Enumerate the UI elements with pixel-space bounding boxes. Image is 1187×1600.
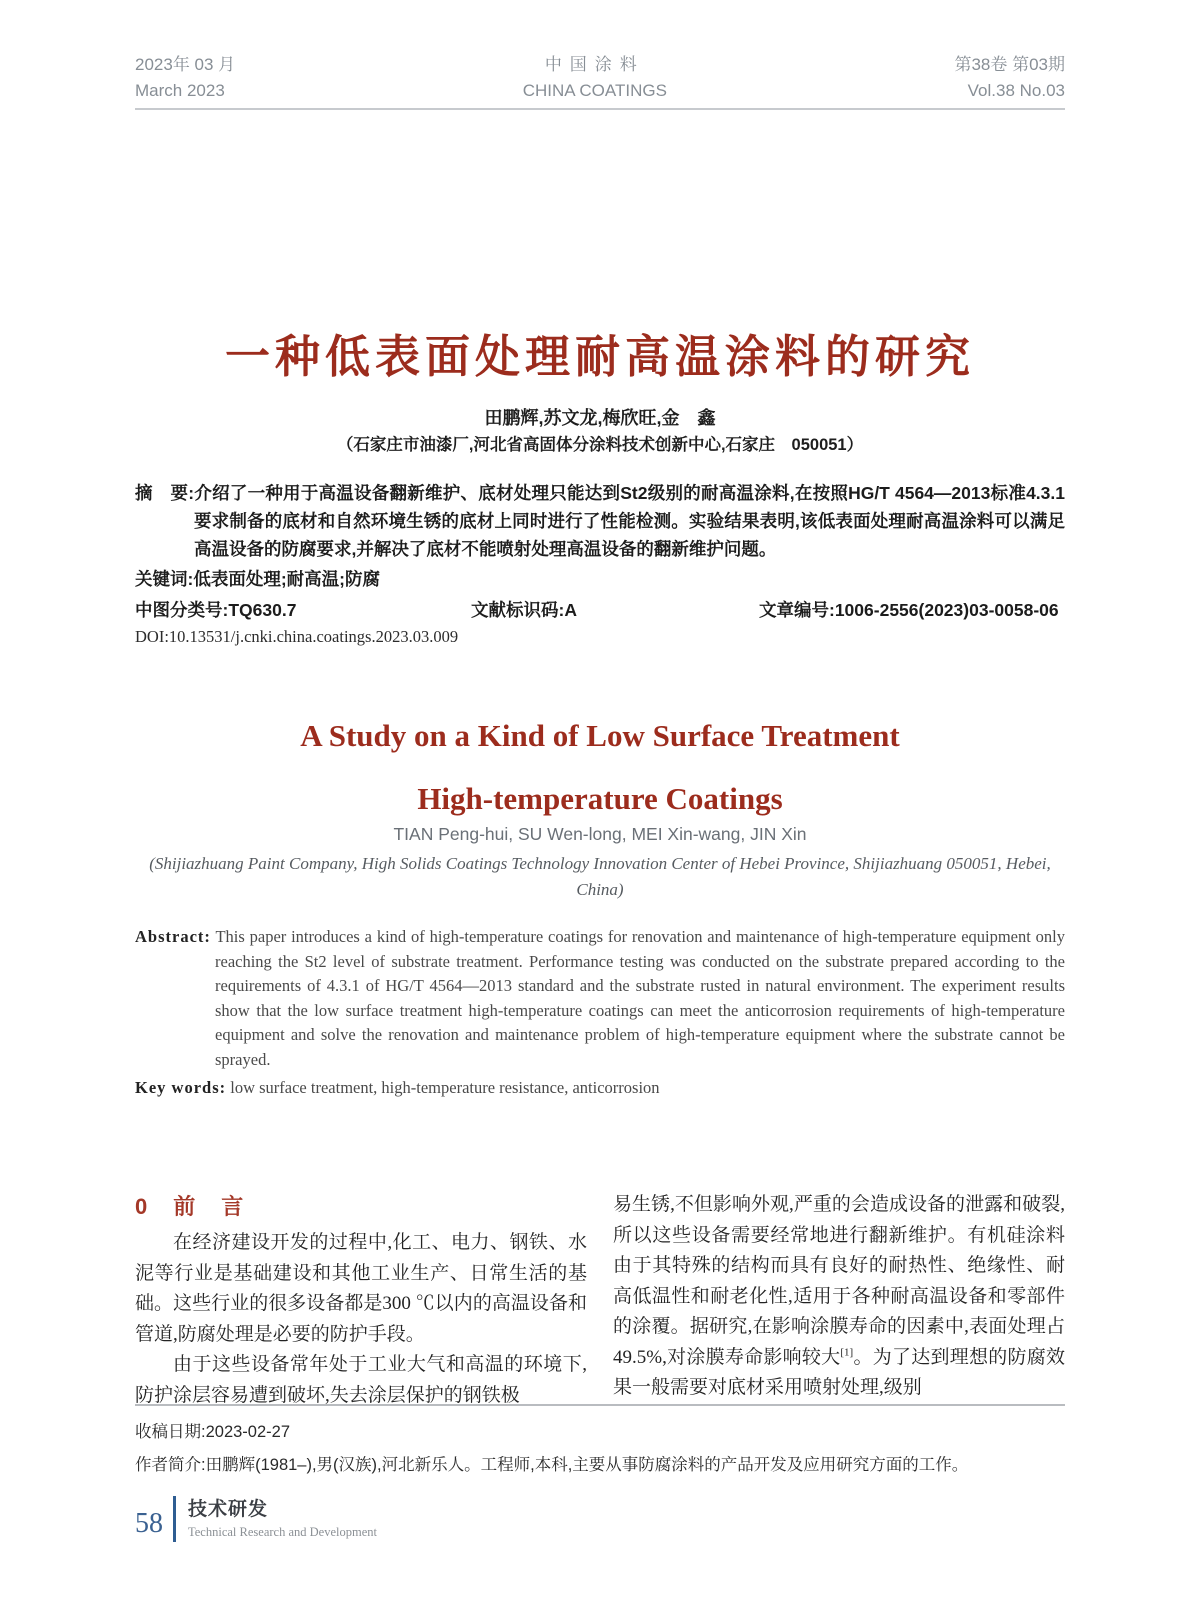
keywords-en-text: low surface treatment, high-temperature resistance, anticorrosion (230, 1078, 660, 1097)
abstract-en-text: This paper introduces a kind of high-temperature coatings for renovation and maintenance of high-temperature equipment only reaching the St2 level of substrate treatment. Performance testing was conducted on the substrate prepared according to the requirements of 4.3.1 of HG/T 4564—2013 standard and the substrate rusted in natural environment. The experiment results show that the low surface treatment high-temperature coatings can meet the anticorrosion requirements of high-temperature equipment and solve the renovation and maintenance problem of high-temperature equipment where the substrate cannot be sprayed. (215, 927, 1066, 1069)
header-date-cn: 2023年 03 月 (135, 55, 236, 74)
abstract-en (135, 925, 1065, 1072)
running-head (135, 52, 1065, 104)
column-title-cn: 技术研发 (188, 1498, 269, 1520)
clc-label: 中图分类号: (135, 600, 229, 620)
classification-row (135, 597, 1065, 622)
keywords-cn (135, 566, 1065, 591)
article-title-en (135, 704, 1065, 830)
body-columns (135, 1190, 1065, 1411)
author-bio-label: 作者简介: (135, 1456, 206, 1474)
affiliation-cn: （石家庄市油漆厂,河北省高固体分涂料技术创新中心,石家庄 050051） (336, 436, 864, 454)
journal-name-cn: 中国涂料 (544, 55, 645, 74)
doi-line: DOI:10.13531/j.cnki.china.coatings.2023.03.009 (135, 627, 459, 646)
page-footer (135, 1496, 377, 1542)
footer-column-block (188, 1499, 377, 1540)
abstract-cn-text: 介绍了一种用于高温设备翻新维护、底材处理只能达到St2级别的耐高温涂料,在按照HG/T 4564—2013标准4.3.1要求制备的底材和自然环境生锈的底材上同时进行了性能检测。实验结果表明,该低表面处理耐高温涂料可以满足高温设备的防腐要求,并解决了底材不能喷射处理高温设备的翻新维护问题。 (194, 483, 1066, 559)
keywords-cn-label: 关键词: (135, 569, 194, 589)
article-title-en-line1: A Study on a Kind of Low Surface Treatment (300, 718, 900, 753)
section-title: 前言 (173, 1194, 270, 1219)
affiliation-en: (Shijiazhuang Paint Company, High Solids Coatings Technology Innovation Center of Hebei Province, Shijiazhuang 050051, Hebei, China) (149, 854, 1051, 899)
article-title-cn: 一种低表面处理耐高温涂料的研究 (224, 331, 975, 382)
authors-en: TIAN Peng-hui, SU Wen-long, MEI Xin-wang, JIN Xin (393, 824, 807, 844)
section-number: 0 (135, 1194, 148, 1219)
abstract-cn (135, 479, 1065, 563)
column-title-en: Technical Research and Development (188, 1524, 377, 1539)
header-date-group (135, 52, 235, 104)
intro-paragraph-3 (613, 1190, 1065, 1404)
doc-code-label: 文献标识码: (471, 600, 565, 620)
header-issue-en: Vol.38 No.03 (967, 81, 1065, 100)
intro-paragraph-3-text: 易生锈,不但影响外观,严重的会造成设备的泄露和破裂,所以这些设备需要经常地进行翻新维护。有机硅涂料由于其特殊的结构而具有良好的耐热性、绝缘性、耐高低温性和耐老化性,适用于各种耐高温设备和零部件的涂覆。据研究,在影响涂膜寿命的因素中,表面处理占49.5%,对涂膜寿命影响较大 (613, 1194, 1065, 1368)
received-date-label: 收稿日期: (135, 1423, 206, 1441)
keywords-cn-text: 低表面处理;耐高温;防腐 (193, 569, 380, 589)
keywords-en-label: Key words: (135, 1078, 227, 1097)
doc-code-value: A (564, 600, 577, 620)
author-bio-value: 田鹏辉(1981–),男(汉族),河北新乐人。工程师,本科,主要从事防腐涂料的产品开发及应用研究方面的工作。 (205, 1456, 969, 1474)
header-issue-group (954, 52, 1065, 104)
article-id (759, 597, 1065, 622)
intro-paragraph-3-cont: 。为了达到理想的防腐效果一般需要对底材采用喷射处理,级别 (613, 1346, 1065, 1398)
body-column-left (135, 1190, 587, 1411)
header-issue-cn: 第38卷 第03期 (954, 55, 1065, 74)
page-number: 58 (135, 1508, 163, 1539)
clc-number (135, 597, 471, 622)
header-date-en: March 2023 (135, 81, 225, 100)
article-id-label: 文章编号: (759, 600, 835, 620)
article-title-en-line2: High-temperature Coatings (417, 781, 783, 816)
clc-value: TQ630.7 (228, 600, 297, 620)
author-bio-line (135, 1451, 1065, 1475)
journal-name-en: CHINA COATINGS (522, 81, 667, 100)
received-date-line (135, 1418, 1065, 1442)
abstract-en-label: Abstract: (135, 927, 211, 946)
header-journal-group (523, 52, 667, 104)
footnote-block (135, 1404, 1065, 1484)
document-code (471, 597, 759, 622)
header-divider (135, 108, 1065, 110)
authors-cn: 田鹏辉,苏文龙,梅欣旺,金 鑫 (484, 408, 716, 428)
body-column-right (613, 1190, 1065, 1411)
article-id-value: 1006-2556(2023)03-0058-06 (834, 600, 1059, 620)
intro-paragraph-2: 由于这些设备常年处于工业大气和高温的环境下,防护涂层容易遭到破坏,失去涂层保护的钢铁极 (135, 1354, 587, 1406)
intro-paragraph-1: 在经济建设开发的过程中,化工、电力、钢铁、水泥等行业是基础建设和其他工业生产、日常生活的基础。这些行业的很多设备都是300 ℃以内的高温设备和管道,防腐处理是必要的防护手段。 (135, 1232, 587, 1345)
footer-divider-bar (173, 1496, 176, 1542)
abstract-cn-label: 摘 要: (135, 483, 195, 503)
received-date-value: 2023-02-27 (205, 1423, 290, 1441)
section-heading-0 (135, 1190, 587, 1224)
citation-ref-1: [1] (840, 1346, 854, 1359)
keywords-en (135, 1078, 1065, 1098)
